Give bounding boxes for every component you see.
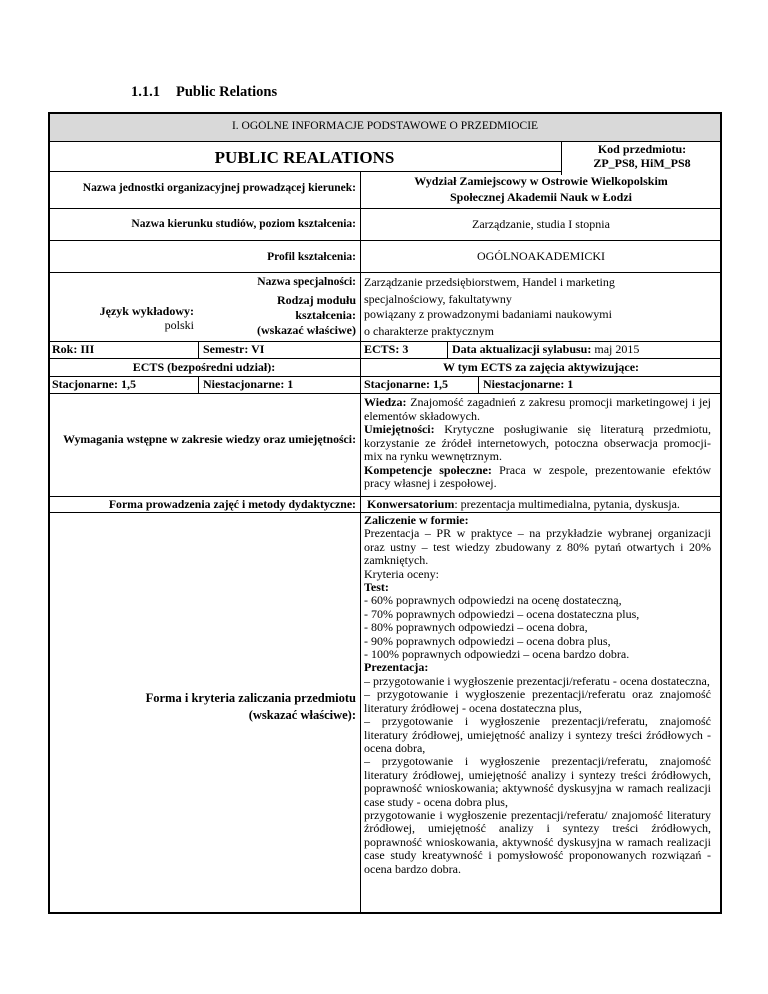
syllabus-update-label: Data aktualizacji sylabusu: (452, 343, 592, 356)
ects-direct-label: ECTS (bezpośredni udział): (132, 361, 276, 374)
module-label-3: (wskazać właściwe) (257, 324, 356, 337)
form-value (367, 498, 717, 512)
zaliczenie-text: Prezentacja – PR w praktyce – na przykładzie wybranej organizacji oraz ustny – test wiedzy zbudowany z 80% pytań otwartych i 20% zamkniętych. (364, 526, 711, 568)
zaliczenie-label: Zaliczenie w formie: (364, 514, 469, 527)
unit-label: Nazwa jednostki organizacyjnej prowadzącej kierunek: (82, 182, 356, 194)
course-code-label: Kod przedmiotu: (597, 143, 687, 156)
umiejetnosci-text: Krytyczne posługiwanie się literaturą przedmiotu, korzystanie ze źródeł internetowych, potoczna obserwacja promocji-mix na rynku wewnętrznym. (364, 422, 711, 463)
course-title: PUBLIC REALATIONS (214, 148, 395, 167)
niestacjonarne-left: Niestacjonarne: 1 (203, 378, 294, 391)
specialty-value: Zarządzanie przedsiębiorstwem, Handel i marketing (364, 276, 615, 289)
umiejetnosci-label: Umiejętności: (364, 422, 435, 436)
kompetencje-text: Praca w zespole, prezentowanie efektów pracy własnej i zespołowej. (364, 462, 711, 490)
test-item: - 60% poprawnych odpowiedzi na ocenę dostateczną, (364, 593, 622, 608)
semester: Semestr: VI (203, 343, 265, 356)
test-item: - 70% poprawnych odpowiedzi – ocena dostateczna plus, (364, 606, 640, 621)
kryteria-label: Kryteria oceny: (364, 566, 439, 581)
prezentacja-item: – przygotowanie i wygłoszenie prezentacji/referatu oraz znajomość literatury źródłowej - ocena dostateczna plus, (364, 687, 711, 715)
assessment-label (50, 690, 356, 724)
year: Rok: III (52, 343, 95, 356)
module-value-2: powiązany z prowadzonymi badaniami naukowymi (364, 308, 612, 321)
form-value-label: Konwersatorium (367, 498, 455, 511)
stacjonarne-left: Stacjonarne: 1,5 (52, 378, 136, 391)
profile-label: Profil kształcenia: (267, 251, 356, 263)
wiedza-text: Znajomość zagadnień z zakresu promocji marketingowej i jej elementów składowych. (364, 396, 711, 423)
field-label: Nazwa kierunku studiów, poziom kształcenia: (131, 218, 356, 230)
prezentacja-item: – przygotowanie i wygłoszenie prezentacji/referatu, znajomość literatury źródłowej, umiejętność analizy i syntezy treści źródłowych, poprawność wnioskowania; aktywność dyskusyjna w ramach realizacji case study - ocena dobra plus, (364, 754, 711, 809)
form-label: Forma prowadzenia zajęć i metody dydaktyczne: (108, 498, 356, 511)
kompetencje-label: Kompetencje społeczne: (364, 462, 492, 477)
ects-total: ECTS: 3 (364, 343, 409, 356)
section-heading (131, 84, 277, 101)
assessment-label-2: (wskazać właściwe): (248, 708, 356, 722)
course-code-value: ZP_PS8, HiM_PS8 (593, 157, 691, 170)
module-label-1: Rodzaj modułu (276, 294, 356, 307)
syllabus-update-value: maj 2015 (594, 343, 640, 356)
module-value-1: specjalnościowy, fakultatywny (364, 293, 512, 306)
form-value-text: : prezentacja multimedialna, pytania, dyskusja. (454, 498, 680, 511)
requirements-label: Wymagania wstępne w zakresie wiedzy oraz umiejętności: (63, 432, 356, 446)
wiedza-label: Wiedza: (364, 396, 407, 409)
language-label: Język wykładowy: (99, 305, 194, 318)
language-value: polski (164, 319, 194, 332)
unit-value-line2: Społecznej Akademii Nauk w Łodzi (449, 191, 632, 204)
assessment-label-1: Forma i kryteria zaliczania przedmiotu (145, 691, 356, 705)
prezentacja-item: – przygotowanie i wygłoszenie prezentacji/referatu - ocena dostateczna, (364, 673, 710, 688)
niestacjonarne-right: Niestacjonarne: 1 (483, 378, 574, 391)
specialty-label: Nazwa specjalności: (257, 276, 356, 288)
final-criteria: przygotowanie i wygłoszenie prezentacji/referatu/ znajomość literatury źródłowej, umiejętność analizy i syntezy treści źródłowych, poprawność wnioskowania, aktywność dyskusyjna w ramach realizacji case study kreatywność i pomysłowość proponowanych rozwiązań - ocena bardzo dobra. (364, 807, 711, 876)
profile-value: OGÓLNOAKADEMICKI (477, 250, 605, 263)
stacjonarne-right: Stacjonarne: 1,5 (364, 378, 448, 391)
module-label-2: kształcenia: (295, 309, 356, 322)
test-item: - 80% poprawnych odpowiedzi – ocena dobra, (364, 620, 588, 635)
assessment-content (364, 514, 711, 876)
test-label: Test: (364, 580, 389, 595)
section-number: 1.1.1 (131, 84, 160, 100)
prezentacja-label: Prezentacja: (364, 660, 429, 675)
module-value-3: o charakterze praktycznym (364, 325, 494, 338)
ects-active-label: W tym ECTS za zajęcia aktywizujące: (442, 361, 640, 374)
unit-value-line1: Wydział Zamiejscowy w Ostrowie Wielkopolskim (414, 175, 668, 188)
requirements-content (364, 396, 711, 491)
section-title: Public Relations (176, 84, 278, 100)
test-item: - 90% poprawnych odpowiedzi – ocena dobra plus, (364, 633, 611, 648)
field-value: Zarządzanie, studia I stopnia (472, 218, 610, 231)
test-item: - 100% poprawnych odpowiedzi – ocena bardzo dobra. (364, 647, 630, 662)
prezentacja-item: – przygotowanie i wygłoszenie prezentacji/referatu, znajomość literatury źródłowej, umiejętność analizy i syntezy treści źródłowych - ocena dobra, (364, 714, 711, 755)
header-band: I. OGÓLNE INFORMACJE PODSTAWOWE O PRZEDMIOCIE (231, 120, 539, 132)
